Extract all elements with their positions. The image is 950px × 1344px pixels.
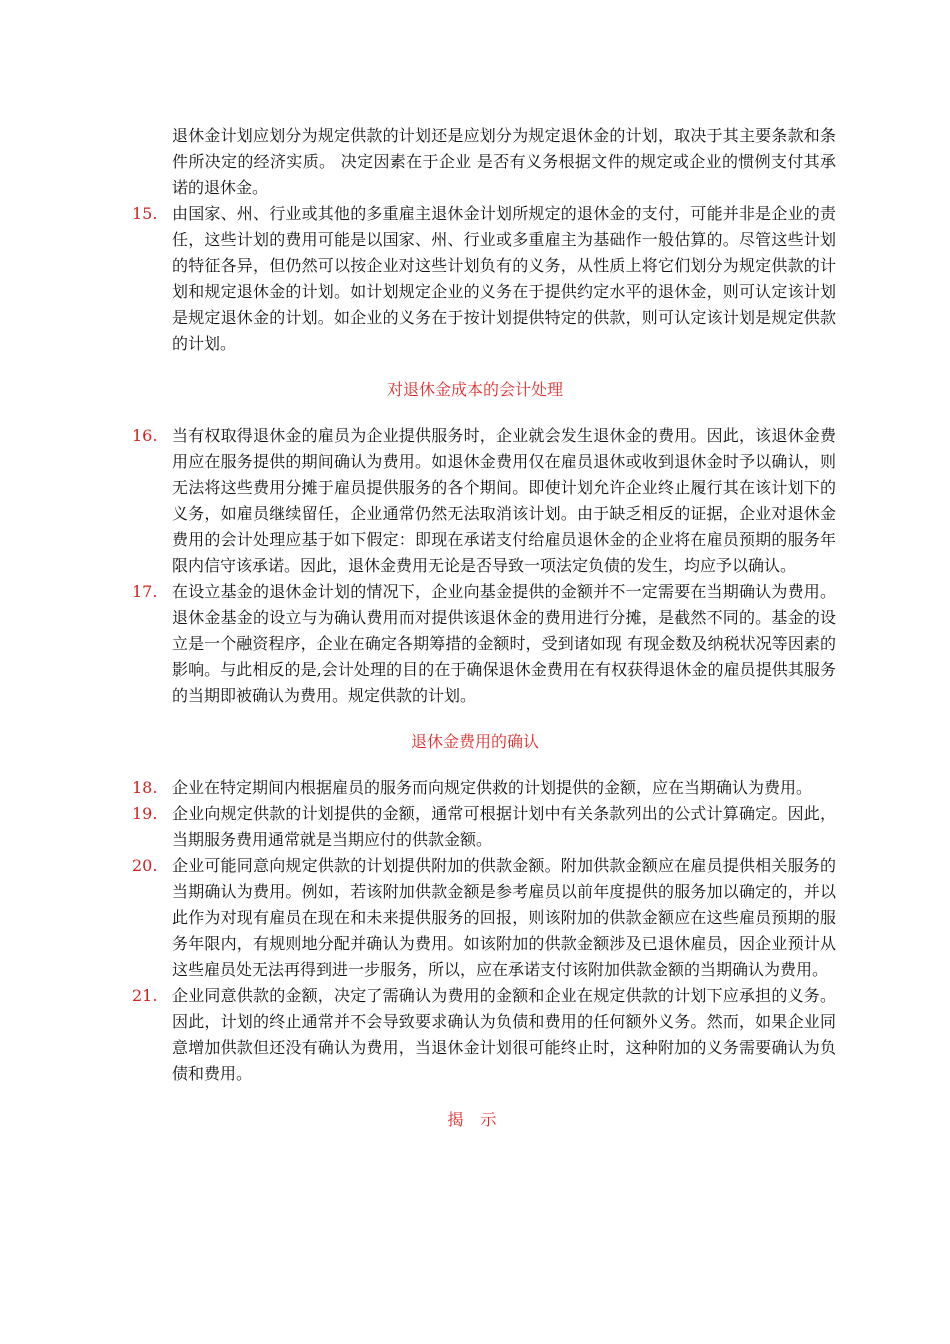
section-heading-recognition: 退休金费用的确认 [410,732,539,751]
clause-number: 16. [132,426,158,445]
clause-text: 由国家、州、行业或其他的多重雇主退休金计划所规定的退休金的支付，可能并非是企业的责任，这些计划的费用可能是以国家、州、行业或多重雇主为基础作一般估算的。尽管这些计划的特征各异，但仍然可以按企业对这些计划负有的义务，从性质上将它们划分为规定供款的计划和规定退休金的计划。如计划规定企业的义务在于提供约定水平的退休金，则可认定该计划是规定退休金的计划。如企业的义务在于按计划提供特定的供款，则可认定该计划是规定供款的计划。 [172,204,836,353]
clause-text: 当有权取得退休金的雇员为企业提供服务时，企业就会发生退休金的费用。因此，该退休金费用应在服务提供的期间确认为费用。如退休金费用仅在雇员退休或收到退休金时予以确认，则无法将这些费用分摊于雇员提供服务的各个期间。即使计划允许企业终止履行其在该计划下的义务，如雇员继续留任，企业通常仍然无法取消该计划。由于缺乏相反的证据，企业对退休金费用的会计处理应基于如下假定：即现在承诺支付给雇员退休金的企业将在雇员预期的服务年限内信守该承诺。因此，退休金费用无论是否导致一项法定负债的发生，均应予以确认。 [172,426,836,575]
clause-17 [132,579,836,709]
section-heading-accounting: 对退休金成本的会计处理 [386,380,563,399]
clause-number: 15. [132,204,158,223]
section-heading-disclosure: 揭 示 [447,1110,503,1129]
clause-text: 企业向规定供款的计划提供的金额，通常可根据计划中有关条款列出的公式计算确定。因此，当期服务费用通常就是当期应付的供款金额。 [172,804,836,849]
clause-number: 20. [132,856,158,875]
clause-number: 18. [132,778,158,797]
clause-19 [132,801,836,853]
clause-number: 19. [132,804,158,823]
clause-number: 17. [132,582,158,601]
clause-15 [132,201,836,357]
intro-paragraph: 退休金计划应划分为规定供款的计划还是应划分为规定退休金的计划，取决于其主要条款和条件所决定的经济实质。 决定因素在于企业 是否有义务根据文件的规定或企业的惯例支付其承诺的退休金。 [172,126,836,197]
clause-text: 企业同意供款的金额，决定了需确认为费用的金额和企业在规定供款的计划下应承担的义务。因此，计划的终止通常并不会导致要求确认为负债和费用的任何额外义务。然而，如果企业同意增加供款但还没有确认为费用，当退休金计划很可能终止时，这种附加的义务需要确认为负债和费用。 [172,986,836,1083]
clause-text: 在设立基金的退休金计划的情况下，企业向基金提供的金额并不一定需要在当期确认为费用。退休金基金的设立与为确认费用而对提供该退休金的费用进行分摊，是截然不同的。基金的设立是一个融资程序，企业在确定各期筹措的金额时，受到诸如现 有现金数及纳税状况等因素的影响。与此相反的是,会计处理的目的在于确保退休金费用在有权获得退休金的雇员提供其服务的当期即被确认为费用。规定供款的计划。 [172,582,836,705]
clause-16 [132,423,836,579]
document-body [0,123,950,1153]
clause-text: 企业可能同意向规定供款的计划提供附加的供款金额。附加供款金额应在雇员提供相关服务的当期确认为费用。例如，若该附加供款金额是参考雇员以前年度提供的服务加以确定的，并以此作为对现有雇员在现在和未来提供服务的回报，则该附加的供款金额应在这些雇员预期的服务年限内，有规则地分配并确认为费用。如该附加的供款金额涉及已退休雇员，因企业预计从这些雇员处无法再得到进一步服务，所以，应在承诺支付该附加供款金额的当期确认为费用。 [172,856,836,979]
clause-20 [132,853,836,983]
clause-text: 企业在特定期间内根据雇员的服务而向规定供救的计划提供的金额，应在当期确认为费用。 [172,778,813,797]
clause-21 [132,983,836,1087]
clause-number: 21. [132,986,158,1005]
clause-18 [132,775,836,801]
